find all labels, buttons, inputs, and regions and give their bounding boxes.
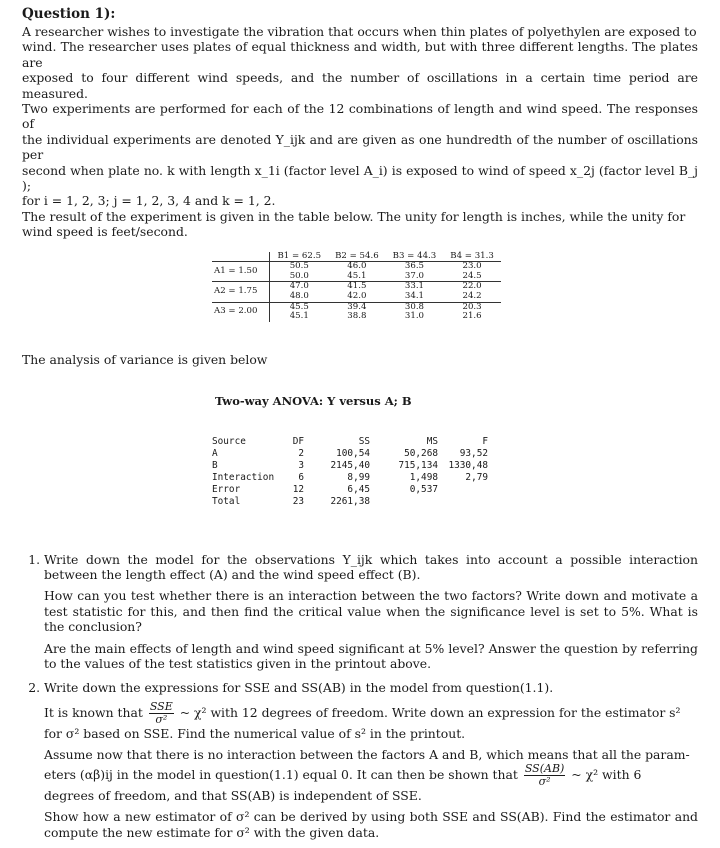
table-cell: 42.0	[347, 291, 367, 302]
intro-line: Two experiments are performed for each of the 12 combinations of length and wind speed. The responses of	[22, 101, 698, 132]
intro-line: A researcher wishes to investigate the vibration that occurs when thin plates of polyethylen are exposed to	[22, 24, 697, 39]
anova-cell: B	[212, 459, 218, 471]
fraction-denominator: σ²	[538, 774, 551, 788]
anova-row	[212, 472, 488, 484]
q2-text: Assume now that there is no interaction between the factors A and B, which means that all the param-	[44, 747, 690, 763]
q2-text: ~ χ² with 12 degrees of freedom. Write down an expression for the estimator s²	[179, 704, 681, 720]
table-cell: 45.1	[347, 270, 367, 281]
table-cell: 45.1	[289, 311, 309, 322]
intro-line: the individual experiments are denoted Y_ijk and are given as one hundredth of the number of oscillations per	[22, 131, 698, 163]
row-level-a2: A2 = 1.75	[212, 282, 270, 302]
anova-cell: 12	[292, 483, 304, 495]
data-table-container	[212, 252, 698, 322]
fraction-ssab	[524, 763, 566, 788]
anova-row	[212, 484, 488, 496]
intro-line: wind. The researcher uses plates of equal thickness and width, but with three different lengths. The plates are	[22, 39, 698, 70]
anova-intro: The analysis of variance is given below	[22, 351, 268, 367]
col-header-b1: B1 = 62.5	[270, 252, 328, 262]
anova-cell: 2261,38	[330, 495, 370, 507]
col-header-b2: B2 = 54.6	[328, 252, 386, 262]
table-cell: 36.5	[386, 262, 444, 272]
table-cell: 45.5	[270, 302, 328, 312]
intro-text	[22, 24, 698, 240]
table-cell: 37.0	[404, 270, 425, 281]
q2-text: for σ² based on SSE. Find the numerical value of s² in the printout.	[44, 725, 466, 741]
anova-cell: 8,99	[347, 471, 370, 483]
anova-col-ss: SS	[358, 435, 370, 447]
table-cell: 33.1	[386, 282, 444, 292]
col-header-b4: B4 = 31.3	[443, 252, 501, 262]
anova-output	[212, 436, 698, 508]
table-cell: 48.0	[289, 291, 309, 302]
q2-text: ~ χ² with 6	[571, 766, 642, 782]
intro-line: The result of the experiment is given in the table below. The unity for length is inches, while the unity for	[22, 208, 686, 224]
q1-paragraph-interaction: How can you test whether there is an interaction between the two factors? Write down and motivate a test statistic for this, and then find the critical value when the significance level is set to 5%. What is the conclusion?	[44, 588, 698, 635]
table-cell: 23.0	[443, 262, 501, 272]
anova-cell: 50,268	[404, 447, 438, 459]
q2-paragraph-expressions: 2. Write down the expressions for SSE and SS(AB) in the model from question(1.1).	[44, 679, 554, 695]
col-header-b3: B3 = 44.3	[386, 252, 444, 262]
anova-cell: 2,79	[465, 471, 488, 483]
anova-cell: Total	[212, 495, 241, 507]
table-cell: 24.2	[462, 291, 482, 302]
q2-paragraph-no-interaction	[44, 747, 698, 803]
anova-header-row	[212, 436, 488, 448]
table-cell: 50.5	[270, 262, 328, 272]
anova-cell: A	[212, 447, 218, 459]
anova-title: Two-way ANOVA: Y versus A; B	[215, 394, 412, 409]
anova-cell: 3	[298, 459, 304, 471]
anova-cell: Error	[212, 483, 241, 495]
table-cell: 30.8	[386, 302, 444, 312]
q2-paragraph-sse	[44, 701, 698, 741]
table-cell: 41.5	[328, 282, 386, 292]
intro-line: for i = 1, 2, 3; j = 1, 2, 3, 4 and k = 1, 2.	[22, 193, 276, 209]
table-cell: 39.4	[328, 302, 386, 312]
anova-cell: 6,45	[347, 483, 370, 495]
anova-cell: 93,52	[459, 447, 488, 459]
anova-cell: 2	[298, 447, 304, 459]
anova-col-source: Source	[212, 435, 246, 447]
fraction-denominator: σ²	[155, 712, 168, 726]
table-header-row	[212, 252, 501, 262]
question-list	[22, 552, 698, 840]
fraction-numerator: SSE	[149, 699, 173, 713]
anova-cell	[438, 484, 488, 496]
anova-col-df: DF	[292, 435, 304, 447]
anova-col-ms: MS	[426, 435, 438, 447]
anova-cell: 100,54	[336, 447, 370, 459]
q1-paragraph-model: 1. Write down the model for the observations Y_ijk which takes into account a possible interaction between the length effect (A) and the wind speed effect (B).	[44, 551, 698, 583]
anova-row	[212, 496, 488, 508]
row-level-a3: A3 = 2.00	[212, 302, 270, 322]
table-cell: 20.3	[443, 302, 501, 312]
anova-cell: 6	[298, 471, 304, 483]
table-cell: 34.1	[404, 291, 425, 302]
table-cell: 22.0	[443, 282, 501, 292]
table-corner	[212, 252, 270, 262]
question-heading: Question 1):	[22, 6, 116, 22]
q2-text: It is known that	[44, 704, 143, 720]
table-cell: 21.6	[462, 311, 482, 322]
q2-text: degrees of freedom, and that SS(AB) is independent of SSE.	[44, 787, 422, 803]
q2-paragraph-new-estimator: Show how a new estimator of σ² can be derived by using both SSE and SS(AB). Find the estimator and compute the new estimate for σ² with the given data.	[44, 809, 698, 840]
anova-cell: 1,498	[409, 471, 438, 483]
anova-row	[212, 460, 488, 472]
anova-row	[212, 448, 488, 460]
q2-text: eters (αβ)ij in the model in question(1.1) equal 0. It can then be shown that	[44, 766, 518, 782]
q1-paragraph-main-effects: Are the main effects of length and wind speed significant at 5% level? Answer the question by referring to the values of the test statistics given in the printout above.	[44, 640, 698, 672]
table-cell: 31.0	[404, 311, 425, 322]
anova-col-f: F	[482, 435, 488, 447]
fraction-sse	[149, 701, 174, 726]
anova-cell	[438, 496, 488, 508]
table-cell: 38.8	[347, 311, 367, 322]
anova-cell: 1330,48	[448, 459, 488, 471]
anova-table	[212, 436, 488, 508]
anova-cell: 2145,40	[330, 459, 370, 471]
intro-line: exposed to four different wind speeds, and the number of oscillations in a certain time period are measured.	[22, 70, 698, 101]
data-table	[212, 252, 501, 322]
table-cell: 47.0	[270, 282, 328, 292]
anova-cell	[370, 496, 438, 508]
table-cell: 50.0	[289, 270, 309, 281]
question-item-2	[44, 680, 698, 840]
intro-line: wind speed is feet/second.	[22, 224, 188, 240]
fraction-numerator: SS(AB)	[524, 761, 565, 775]
table-cell: 46.0	[328, 262, 386, 272]
intro-line: second when plate no. k with length x_1i (factor level A_i) is exposed to wind of speed x_2j (factor level B_j );	[22, 162, 698, 194]
anova-cell: 23	[292, 495, 304, 507]
anova-cell: 715,134	[398, 459, 438, 471]
anova-cell: Interaction	[212, 471, 275, 483]
page	[22, 6, 698, 848]
row-level-a1: A1 = 1.50	[212, 262, 270, 282]
question-item-1	[44, 552, 698, 672]
table-cell: 24.5	[462, 270, 482, 281]
anova-cell: 0,537	[409, 483, 438, 495]
